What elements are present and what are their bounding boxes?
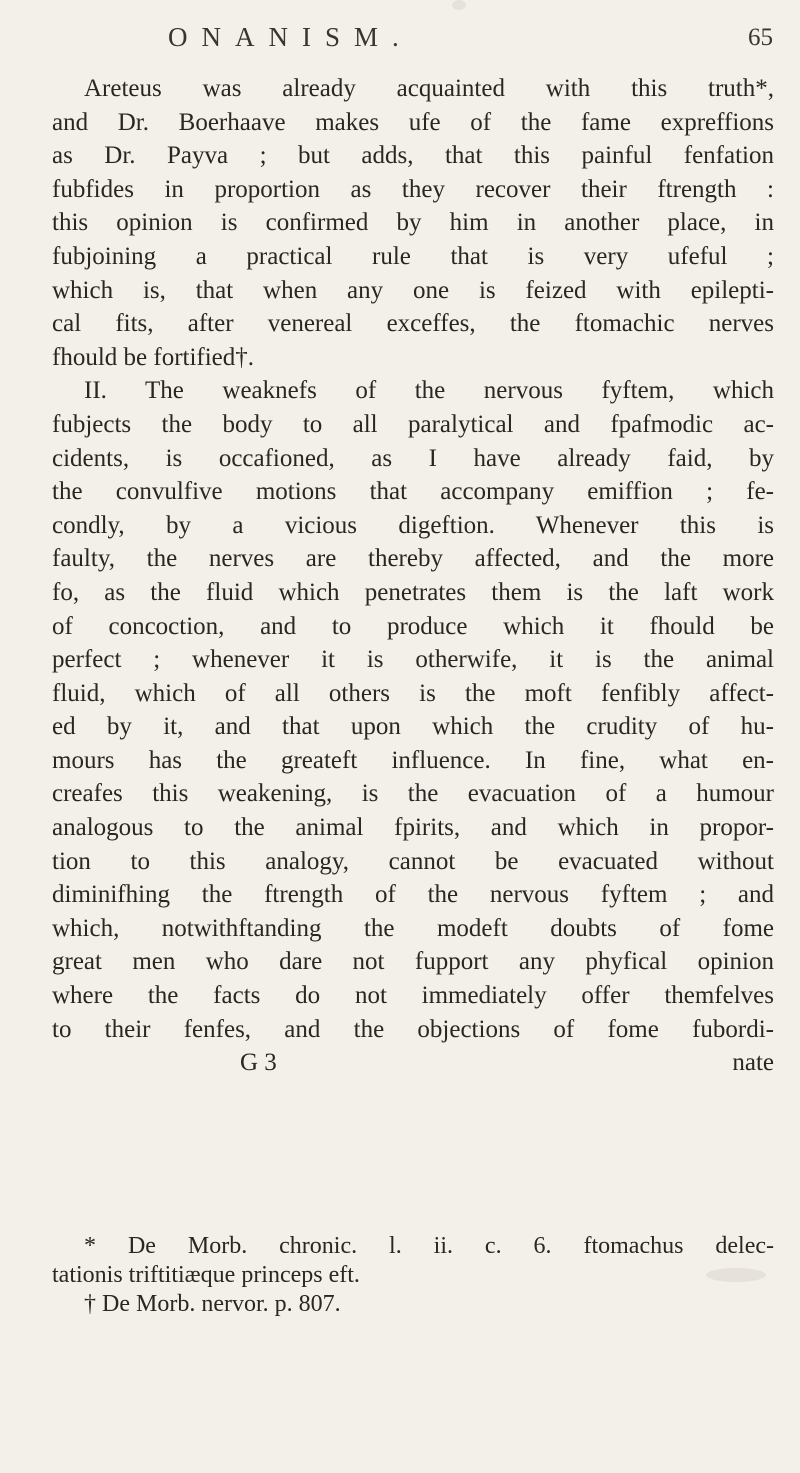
- text-line: ed by it, and that upon which the crudity of hu-: [52, 713, 774, 741]
- signature-mark: G 3: [240, 1049, 277, 1077]
- text-line: this opinion is confirmed by him in another place, in: [52, 209, 774, 237]
- text-line: cal fits, after venereal exceffes, the ftomachic nerves: [52, 310, 774, 338]
- text-line: fubfides in proportion as they recover their ftrength :: [52, 175, 774, 203]
- running-title: ONANISM.: [168, 22, 413, 52]
- footnote-line: * De Morb. chronic. l. ii. c. 6. ftomachus delec-: [84, 1233, 774, 1259]
- text-line: of concoction, and to produce which it fhould be: [52, 612, 774, 640]
- text-line: creafes this weakening, is the evacuation of a humour: [52, 780, 774, 808]
- text-line: fluid, which of all others is the moft fenfibly affect-: [52, 679, 774, 707]
- footnote-line: † De Morb. nervor. p. 807.: [84, 1291, 341, 1317]
- text-line: tion to this analogy, cannot be evacuated without: [52, 847, 774, 875]
- text-line: as Dr. Payva ; but adds, that this painful fenfation: [52, 142, 774, 170]
- footnote-line: tationis triftitiæque princeps eft.: [52, 1262, 360, 1288]
- footnotes: [52, 1232, 774, 1319]
- text-line: mours has the greateft influence. In fine, what en-: [52, 746, 774, 774]
- text-line: faulty, the nerves are thereby affected, and the more: [52, 545, 774, 573]
- running-head: [0, 22, 800, 62]
- text-line: fubjects the body to all paralytical and fpafmodic ac-: [52, 410, 774, 438]
- text-line: fo, as the fluid which penetrates them is the laft work: [52, 578, 774, 606]
- text-line: great men who dare not fupport any phyfical opinion: [52, 948, 774, 976]
- text-line: the convulfive motions that accompany emiffion ; fe-: [52, 478, 774, 506]
- text-line: perfect ; whenever it is otherwife, it is the animal: [52, 646, 774, 674]
- text-line: fhould be fortified†.: [52, 343, 255, 371]
- signature-line: [52, 1046, 774, 1080]
- page-number: 65: [748, 24, 773, 51]
- text-line: analogous to the animal fpirits, and which in propor-: [52, 814, 774, 842]
- paper-stain: [452, 0, 466, 10]
- text-line: diminifhing the ftrength of the nervous fyftem ; and: [52, 881, 774, 909]
- text-line: which, notwithftanding the modeft doubts of fome: [52, 914, 774, 942]
- text-line: to their fenfes, and the objections of fome fubordi-: [52, 1015, 774, 1043]
- text-line: where the facts do not immediately offer themfelves: [52, 982, 774, 1010]
- text-line: fubjoining a practical rule that is very ufeful ;: [52, 242, 774, 270]
- text-line: cidents, is occafioned, as I have already faid, by: [52, 444, 774, 472]
- body-text: [52, 72, 774, 1080]
- text-line: which is, that when any one is feized with epilepti-: [52, 276, 774, 304]
- text-line: II. The weaknefs of the nervous fyftem, which: [84, 377, 774, 405]
- text-line: Areteus was already acquainted with this truth*,: [84, 75, 774, 102]
- text-line: and Dr. Boerhaave makes ufe of the fame expreffions: [52, 108, 774, 136]
- catchword: nate: [732, 1049, 774, 1077]
- text-line: condly, by a vicious digeftion. Whenever this is: [52, 511, 774, 539]
